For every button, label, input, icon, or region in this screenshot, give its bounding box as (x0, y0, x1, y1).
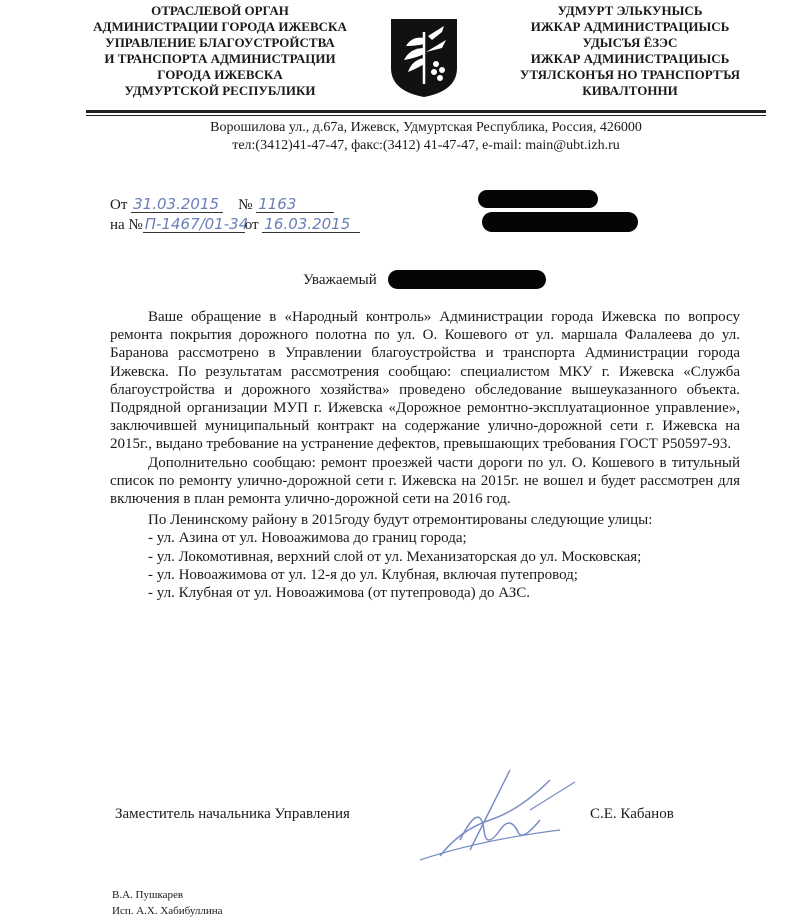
executor-name: В.А. Пушкарев (112, 889, 184, 901)
header-right-line: УТЯЛСКОНЪЯ НО ТРАНСПОРТЪЯ (519, 67, 741, 82)
header-right-line: ИЖКАР АДМИНИСТРАЦИЫСЬ (530, 51, 730, 66)
header-left-line: И ТРАНСПОРТА АДМИНИСТРАЦИИ (104, 51, 336, 66)
incoming-reference (110, 216, 360, 234)
body-paragraph: По Ленинскому району в 2015году будут отремонтированы следующие улицы: (148, 512, 653, 529)
incoming-date: 16.03.2015 (262, 216, 360, 233)
to-label: на № (110, 217, 143, 233)
to-date-label: от (244, 217, 259, 233)
redacted-addressee-line2 (482, 212, 638, 232)
city-emblem-icon (388, 18, 460, 98)
address: Ворошилова ул., д.67а, Ижевск, Удмуртская Республика, Россия, 426000 (210, 120, 642, 135)
greeting-text: Уважаемый (303, 272, 377, 288)
greeting (303, 272, 377, 289)
redacted-name (388, 270, 546, 289)
header-right (480, 3, 780, 99)
from-label: От (110, 197, 128, 213)
header-right-line: УДМУРТ ЭЛЬКУНЫСЬ (557, 3, 703, 18)
header-right-line: КИВАЛТОННИ (582, 83, 678, 98)
header-right-line: УДЫСЪЯ ЁЗЭС (582, 35, 678, 50)
incoming-number: П-1467/01-34 (144, 215, 249, 233)
body-paragraph: Дополнительно сообщаю: ремонт проезжей части дороги по ул. О. Кошевого в титульный список по ремонту улично-дорожной сети г. Ижевска на 2015г. не вошел и будет рассмотрен для включения в план ремонта улично-дорожной сети на 2016 год. (110, 454, 740, 508)
street-list-item: - ул. Клубная от ул. Новоажимова (от путепровода) до АЗС. (148, 585, 530, 602)
letter-body (110, 308, 740, 602)
signatory-name: С.Е. Кабанов (590, 806, 674, 822)
signatory-title: Заместитель начальника Управления (115, 806, 350, 822)
header-divider (86, 110, 766, 113)
header-left-line: ГОРОДА ИЖЕВСКА (157, 67, 283, 82)
header-right-line: ИЖКАР АДМИНИСТРАЦИЫСЬ (530, 19, 730, 34)
redacted-addressee-line1 (478, 190, 598, 208)
street-list (110, 529, 740, 602)
handwritten-signature (400, 760, 600, 870)
body-paragraph: Ваше обращение в «Народный контроль» Администрации города Ижевска по вопросу ремонта покрытия дорожного полотна по ул. О. Кошевого от ул. маршала Фалалеева до ул. Баранова рассмотрено в Управлении благоустройства и транспорта Администрации города Ижевска. По результатам рассмотрения сообщаю: специалистом МКУ г. Ижевска «Служба благоустройства и дорожного хозяйства» проведено обследование вышеуказанного объекта. Подрядной организации МУП г. Ижевска «Дорожное ремонтно-эксплуатационное управление», заключившей муниципальный контракт на содержание улично-дорожной сети г. Ижевска на 2015г., выдано требование на устранение дефектов, превышающих требования ГОСТ Р50597-93. (110, 309, 740, 453)
outgoing-reference (110, 196, 334, 214)
header-left-line: УПРАВЛЕНИЕ БЛАГОУСТРОЙСТВА (105, 35, 335, 50)
header-divider-thin (86, 115, 766, 116)
header-left-line: УДМУРТСКОЙ РЕСПУБЛИКИ (124, 83, 316, 98)
header-left (70, 3, 370, 99)
executor-name: Исп. А.Х. Хабибуллина (112, 905, 223, 917)
street-list-item: - ул. Локомотивная, верхний слой от ул. Механизаторская до ул. Московская; (148, 548, 642, 565)
street-list-item: - ул. Азина от ул. Новоажимова до границ города; (148, 530, 467, 547)
outgoing-number: 1163 (256, 196, 334, 213)
street-list-item: - ул. Новоажимова от ул. 12-я до ул. Клубная, включая путепровод; (148, 566, 578, 583)
number-label: № (238, 197, 253, 213)
header-left-line: АДМИНИСТРАЦИИ ГОРОДА ИЖЕВСКА (93, 19, 347, 34)
from-date: 31.03.2015 (131, 196, 223, 213)
header-left-line: ОТРАСЛЕВОЙ ОРГАН (151, 3, 289, 18)
contacts: тел:(3412)41-47-47, факс:(3412) 41-47-47, e-mail: main@ubt.izh.ru (232, 138, 620, 153)
